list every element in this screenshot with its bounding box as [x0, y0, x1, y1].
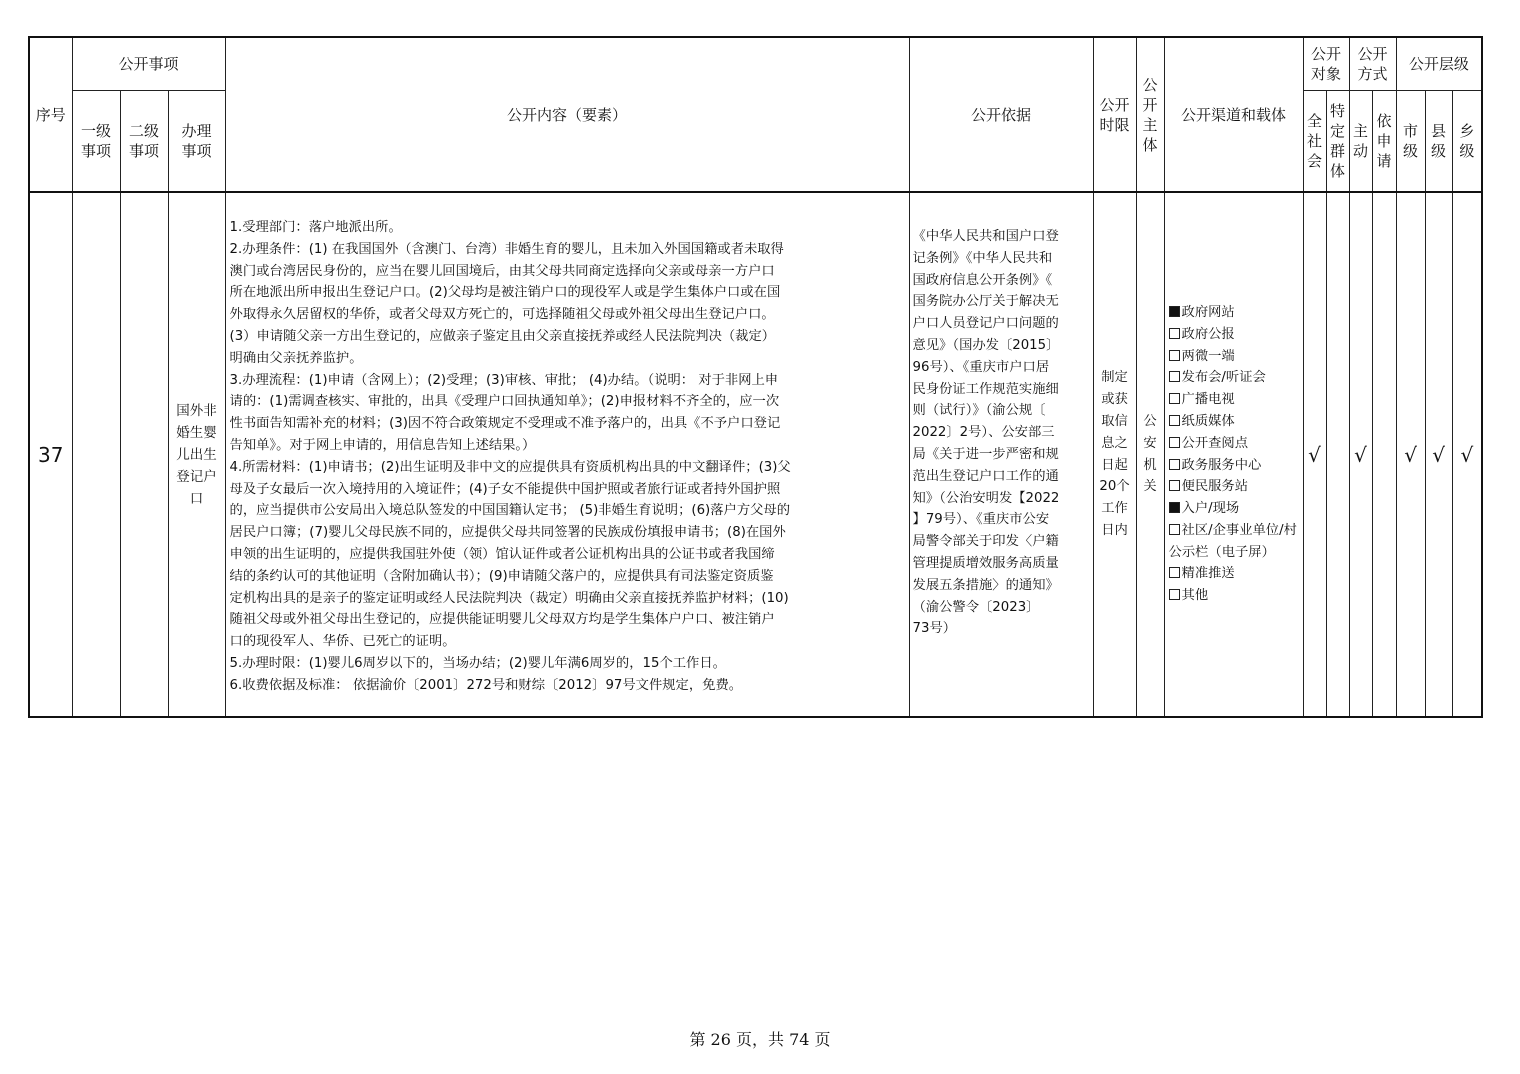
row-target-all: √	[1303, 192, 1326, 717]
row-subject: 公 安 机 关	[1136, 192, 1164, 717]
header-target-specific: 特 定 群 体	[1326, 90, 1349, 192]
basis-line: （渝公警令〔2023〕	[912, 599, 1040, 615]
content-line: 居民户口簿；(7)婴儿父母民族不同的，应提供父母共同签署的民族成份填报申请书；(8)在国外	[229, 525, 786, 541]
header-time-limit: 公开 时限	[1093, 37, 1136, 192]
basis-line: 则（试行）》（渝公规〔	[912, 403, 1046, 419]
content-line: 母及子女最后一次入境持用的入境证件；(4)子女不能提供中国护照或者旅行证或者持外国护照	[229, 481, 781, 497]
channel-item: 政务服务中心	[1169, 455, 1299, 477]
header-level-group: 公开层级	[1396, 37, 1482, 90]
header-level-city: 市 级	[1396, 90, 1425, 192]
content-line: 6.收费依据及标准： 依据渝价〔2001〕272号和财综〔2012〕97号文件规定，免费。	[229, 677, 743, 693]
header-content: 公开内容（要素）	[225, 37, 909, 192]
checkbox-icon	[1169, 350, 1180, 361]
content-line: 随祖父母或外祖父母出生登记的，应提供能证明婴儿父母双方均是学生集体户户口、被注销户	[229, 612, 775, 628]
row-level2	[120, 192, 168, 717]
basis-line: 意见》（国办发〔2015〕	[912, 337, 1060, 353]
content-line: 告知单》。对于网上申请的，用信息告知上述结果。）	[229, 437, 536, 453]
checkbox-icon	[1169, 459, 1180, 470]
row-time-limit: 制定 或获 取信 息之 日起 20个 工作 日内	[1093, 192, 1136, 717]
checkbox-icon	[1169, 567, 1180, 578]
content-line: 5.办理时限：(1)婴儿6周岁以下的，当场办结；(2)婴儿年满6周岁的，15个工作日。	[229, 655, 726, 671]
header-level2: 二级 事项	[120, 90, 168, 192]
content-line: 3.办理流程：(1)申请（含网上）；(2)受理；(3)审核、审批； (4)办结。（说明： 对于非网上申	[229, 372, 779, 388]
checkbox-icon	[1169, 437, 1180, 448]
checkbox-icon	[1169, 371, 1180, 382]
page-number: 第 26 页，共 74 页	[689, 1030, 831, 1049]
row-target-specific	[1326, 192, 1349, 717]
basis-line: 】79号）、《重庆市公安	[912, 512, 1050, 528]
basis-line: 范出生登记户口工作的通	[912, 468, 1059, 484]
channel-item: 纸质媒体	[1169, 411, 1299, 433]
checkbox-icon	[1169, 589, 1180, 600]
header-target-group: 公开 对象	[1303, 37, 1349, 90]
row-method-request	[1372, 192, 1396, 717]
content-line: 1.受理部门：落户地派出所。	[229, 220, 402, 235]
content-line: 的，应当提供市公安局出入境总队签发的中国国籍认定书； (5)非婚生育说明；(6)落户方父母的	[229, 503, 791, 519]
basis-line: 管理提质增效服务高质量	[912, 555, 1059, 571]
channel-item: 公开查阅点	[1169, 433, 1299, 455]
header-handle: 办理 事项	[168, 90, 225, 192]
row-seq: 37	[29, 192, 72, 717]
channel-item: 便民服务站	[1169, 476, 1299, 498]
channel-item: 社区/企事业单位/村公示栏（电子屏）	[1168, 522, 1297, 560]
row-handle: 国外非 婚生婴 儿出生 登记户 口	[168, 192, 225, 717]
header-basis: 公开依据	[909, 37, 1093, 192]
row-method-active: √	[1349, 192, 1372, 717]
checkbox-icon	[1169, 415, 1180, 426]
row-content	[225, 192, 909, 717]
basis-line: 《中华人民共和国户口登	[912, 229, 1059, 244]
checkbox-icon	[1169, 524, 1180, 535]
content-line: 外取得永久居留权的华侨，或者父母双方死亡的，可选择随祖父母或外祖父母出生登记户口。	[229, 307, 775, 323]
content-line: 2.办理条件：(1) 在我国国外（含澳门、台湾）非婚生育的婴儿，且未加入外国国籍或者未取得	[229, 241, 784, 257]
checkbox-icon	[1169, 480, 1180, 491]
row-channels	[1164, 192, 1303, 717]
basis-line: 知》（公治安明发【2022	[912, 490, 1060, 506]
header-method-request: 依 申 请	[1372, 90, 1396, 192]
channel-item: 精准推送	[1169, 563, 1299, 585]
channel-item: 政府公报	[1169, 324, 1299, 346]
content-line: 明确由父亲抚养监护。	[229, 350, 363, 366]
content-line: 澳门或台湾居民身份的，应当在婴儿回国境后，由其父母共同商定选择向父亲或母亲一方户口	[229, 263, 775, 279]
basis-line: 73号）	[912, 621, 957, 637]
basis-line: 国政府信息公开条例》《	[912, 272, 1053, 288]
channel-item: 政府网站	[1169, 302, 1299, 324]
channel-item: 广播电视	[1169, 389, 1299, 411]
checkbox-icon	[1169, 328, 1180, 339]
basis-line: 国务院办公厅关于解决无	[912, 294, 1059, 310]
content-line: 结的条约认可的其他证明（含附加确认书）；(9)申请随父落户的，应提供具有司法鉴定资质鉴	[229, 568, 774, 584]
table-row	[29, 192, 1482, 717]
header-subject: 公 开 主 体	[1136, 37, 1164, 192]
row-basis	[909, 192, 1093, 717]
basis-line: 户口人员登记户口问题的	[912, 316, 1059, 332]
header-level-town: 乡 级	[1452, 90, 1482, 192]
row-level1	[72, 192, 120, 717]
basis-line: 96号）、《重庆市户口居	[912, 359, 1050, 375]
header-items-group: 公开事项	[72, 37, 225, 90]
header-seq: 序号	[29, 37, 72, 192]
basis-line: 发展五条措施〉的通知》	[912, 577, 1059, 593]
row-level-town: √	[1452, 192, 1482, 717]
content-line: 申领的出生证明的，应提供我国驻外使（领）馆认证件或者公证机构出具的公证书或者我国缔	[229, 546, 775, 562]
checkbox-icon	[1169, 502, 1180, 513]
header-method-active: 主 动	[1349, 90, 1372, 192]
checkbox-icon	[1169, 393, 1180, 404]
checkbox-icon	[1169, 306, 1180, 317]
channel-item: 入户/现场	[1169, 498, 1299, 520]
header-level-county: 县 级	[1425, 90, 1452, 192]
content-line: 口的现役军人、华侨、已死亡的证明。	[229, 634, 456, 650]
disclosure-table	[28, 36, 1483, 718]
content-line: 定机构出具的是亲子的鉴定证明或经人民法院判决（裁定）明确由父亲直接抚养监护材料；(10)	[229, 590, 789, 606]
channel-item: 两微一端	[1169, 346, 1299, 368]
header-level1: 一级 事项	[72, 90, 120, 192]
basis-line: 局《关于进一步严密和规	[912, 446, 1059, 462]
header-channel: 公开渠道和载体	[1164, 37, 1303, 192]
channel-item: 发布会/听证会	[1169, 367, 1299, 389]
header-method-group: 公开 方式	[1349, 37, 1396, 90]
content-line: (3）申请随父亲一方出生登记的，应做亲子鉴定且由父亲直接抚养或经人民法院判决（裁定）	[229, 328, 776, 344]
content-line: 所在地派出所申报出生登记户口。(2)父母均是被注销户口的现役军人或是学生集体户口或在国	[229, 285, 781, 301]
content-line: 4.所需材料：(1)申请书；(2)出生证明及非中文的应提供具有资质机构出具的中文翻译件；(3)父	[229, 459, 791, 475]
basis-line: 2022〕2号）、公安部三	[912, 425, 1055, 441]
header-target-all: 全 社 会	[1303, 90, 1326, 192]
row-level-county: √	[1425, 192, 1452, 717]
basis-line: 局警令部关于印发〈户籍	[912, 534, 1059, 550]
content-line: 性书面告知需补充的材料；(3)因不符合政策规定不受理或不准予落户的，出具《不予户口登记	[229, 416, 781, 432]
content-line: 请的：(1)需调查核实、审批的，出具《受理户口回执通知单》；(2)申报材料不齐全的，应一次	[229, 394, 780, 410]
basis-line: 记条例》《中华人民共和	[912, 250, 1053, 266]
row-level-city: √	[1396, 192, 1425, 717]
channel-item: 其他	[1169, 585, 1299, 607]
basis-line: 民身份证工作规范实施细	[912, 381, 1059, 397]
